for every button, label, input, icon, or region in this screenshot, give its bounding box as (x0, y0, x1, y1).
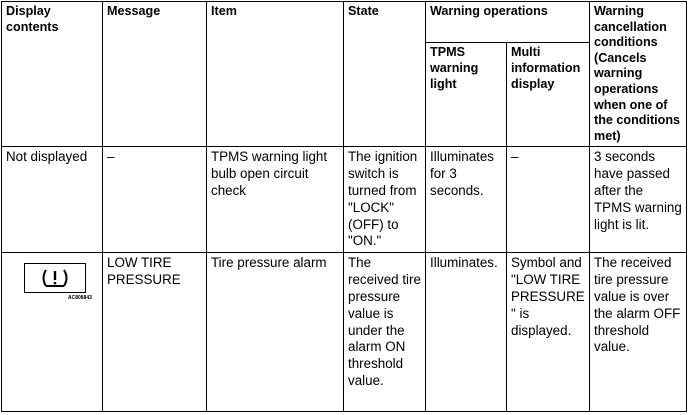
cell-item: Tire pressure alarm (207, 253, 344, 412)
cell-cancellation: 3 seconds have passed after the TPMS warning light is lit. (590, 147, 687, 253)
cell-multi-information-display: – (507, 147, 590, 253)
header-state: State (344, 2, 426, 147)
header-message: Message (103, 2, 207, 147)
cell-tpms-warning-light: Illuminates. (426, 253, 507, 412)
header-item: Item (207, 2, 344, 147)
cell-message: LOW TIRE PRESSURE (103, 253, 207, 412)
cell-display-contents (2, 253, 103, 412)
cell-item: TPMS warning light bulb open circuit check (207, 147, 344, 253)
cell-state: The received tire pressure value is under the alarm ON threshold value. (344, 253, 426, 412)
cell-message: – (103, 147, 207, 253)
header-multi-information-display: Multi information display (507, 43, 590, 147)
header-tpms-warning-light: TPMS warning light (426, 43, 507, 147)
table-row (2, 147, 687, 253)
cell-tpms-warning-light: Illuminates for 3 seconds. (426, 147, 507, 253)
cell-multi-information-display: Symbol and "LOW TIRE PRESSURE" is displayed. (507, 253, 590, 412)
warning-operations-table (1, 1, 687, 412)
header-warning-operations: Warning operations (426, 2, 590, 43)
tire-exclamation-icon (37, 267, 73, 289)
tpms-tire-pressure-icon (24, 263, 86, 293)
cell-state: The ignition switch is turned from "LOCK" (OFF) to "ON." (344, 147, 426, 253)
cell-display-contents: Not displayed (2, 147, 103, 253)
icon-code-label: AC808843 (68, 295, 92, 302)
cell-cancellation: The received tire pressure value is over the alarm OFF threshold value. (590, 253, 687, 412)
table-row (2, 253, 687, 412)
header-warning-cancellation: Warning cancellation conditions (Cancels warning operations when one of the conditions met) (590, 2, 687, 147)
header-display-contents: Display contents (2, 2, 103, 147)
